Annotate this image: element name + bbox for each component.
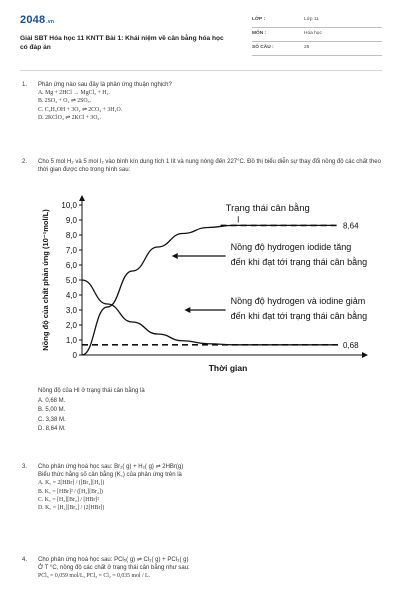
option-a: A. K꜀ = 2[HBr] / ([Br₂][H₂]) xyxy=(38,480,105,487)
option-d: D. K꜀ = [H₂][Br₂] / (2[HBr]) xyxy=(38,505,105,512)
option-b: B. 5,00 M. xyxy=(38,407,66,413)
annotation-arrowhead-hi xyxy=(172,253,178,259)
y-tick-label: 4,0 xyxy=(65,291,77,300)
annotation-equilibrium: Trạng thái cân bằng xyxy=(225,203,310,214)
question-number: 3. xyxy=(22,464,28,470)
question-2-answers xyxy=(38,387,145,435)
y-tick-label: 0 xyxy=(72,351,77,360)
equilibrium-value-hi: 8,64 xyxy=(343,221,359,231)
x-axis-arrow xyxy=(362,352,368,358)
question-text: Cho phản ứng hoá học sau: PCl₅( g) ⇌ Cl₂( g) + PCl₃( g) xyxy=(38,557,189,563)
question-line: Ở T °C, nồng độ các chất ở trạng thái cân bằng như sau: xyxy=(38,565,190,572)
question-text: Phản ứng nào sau đây là phản ứng thuận nghịch? xyxy=(38,82,172,88)
option-d: D. 8,64 M. xyxy=(38,426,66,432)
meta-key: LỚP : xyxy=(252,17,266,22)
question-prompt: Biểu thức hằng số cân bằng (K꜀) của phản ứng trên là xyxy=(38,472,182,479)
annotation-hi-line2: đến khi đạt tới trạng thái cân bằng xyxy=(230,257,368,267)
annotation-h2i2-line2: đến khi đạt tới trạng thái cân bằng xyxy=(230,311,368,321)
x-axis-label: Thời gian xyxy=(208,363,248,373)
annotation-h2i2-line1: Nồng độ hydrogen và iodine giảm xyxy=(230,296,366,306)
option-d: D. 2KClO₃ ⇌ 2KCl + 3O₂. xyxy=(38,114,101,121)
option-c: C. 3,38 M. xyxy=(38,416,66,423)
meta-value: Hóa học xyxy=(304,31,322,36)
site-logo[interactable] xyxy=(20,14,54,26)
y-axis-arrow xyxy=(79,195,85,201)
logo-suffix: .vn xyxy=(46,19,55,25)
document-header xyxy=(20,14,382,60)
y-tick-label: 7,0 xyxy=(65,246,77,255)
header-divider xyxy=(20,70,382,71)
question-number: 1. xyxy=(22,82,28,88)
option-b: B. K꜀ = [HBr]² / ([H₂][Br₂]) xyxy=(38,488,103,495)
y-tick-label: 10,0 xyxy=(61,201,77,210)
equilibrium-value-lo: 0,68 xyxy=(343,340,359,350)
y-tick-label: 9,0 xyxy=(65,216,77,225)
question-line: PCl₅ = 0,059 mol/L, PCl₃ = Cl₂ = 0,035 mol / L. xyxy=(38,573,151,580)
meta-key: MÔN : xyxy=(252,31,267,36)
y-tick-label: 3,0 xyxy=(65,306,77,315)
chart-svg xyxy=(34,193,374,383)
option-b: B. 2SO₂ + O₂ ⇌ 2SO₃. xyxy=(38,98,92,105)
y-tick-label: 1,0 xyxy=(65,336,77,345)
question-body xyxy=(38,81,382,122)
question-body xyxy=(38,556,382,581)
question-text: Cho 5 mol H₂ và 5 mol I₂ vào bình kín dung tích 1 lít và nung nóng đến 227°C. Đồ thị biểu diễn sự thay đổi nồng độ các chất theo thời gian được cho trong hình sau: xyxy=(38,159,381,174)
page-title: Giải SBT Hóa học 11 KNTT Bài 1: Khái niệm về cân bằng hóa học có đáp án xyxy=(20,35,224,51)
meta-row-count xyxy=(252,42,382,56)
concentration-chart xyxy=(34,193,374,383)
question-number: 2. xyxy=(22,159,28,165)
meta-key: SỐ CÂU : xyxy=(252,45,274,50)
y-tick-label: 8,0 xyxy=(65,231,77,240)
y-tick-label: 5,0 xyxy=(65,276,77,285)
logo-text: 2048 xyxy=(20,14,46,26)
annotation-arrowhead-h2i2 xyxy=(184,307,190,313)
option-c: C. C₂H₅OH + 3O₂ ⇌ 2CO₂ + 3H₂O. xyxy=(38,106,123,113)
question-body xyxy=(38,158,382,174)
y-tick-label: 6,0 xyxy=(65,261,77,270)
meta-row-class xyxy=(252,14,382,28)
question-prompt: Nồng độ của HI ở trạng thái cân bằng là xyxy=(38,388,145,394)
question-number: 4. xyxy=(22,557,28,563)
option-a: A. 0,68 M. xyxy=(38,397,66,404)
option-c: C. K꜀ = [H₂][Br₂] / [HBr]² xyxy=(38,496,99,503)
y-tick-label: 2,0 xyxy=(65,321,77,330)
question-text: Cho phản ứng hoá học sau: Br₂( g) + H₂( g) ⇌ 2HBr(g) xyxy=(38,464,184,470)
meta-value: 25 xyxy=(304,45,310,50)
y-axis-label: Nồng độ của chất phản ứng (10⁻¹mol/L) xyxy=(41,209,50,351)
option-a: A. Mg + 2HCl → MgCl₂ + H₂. xyxy=(38,90,110,97)
annotation-hi-line1: Nồng độ hydrogen iodide tăng xyxy=(230,242,352,252)
question-body xyxy=(38,463,382,512)
meta-value: Lớp 11 xyxy=(304,17,319,22)
meta-table xyxy=(252,14,382,56)
meta-row-subject xyxy=(252,28,382,42)
